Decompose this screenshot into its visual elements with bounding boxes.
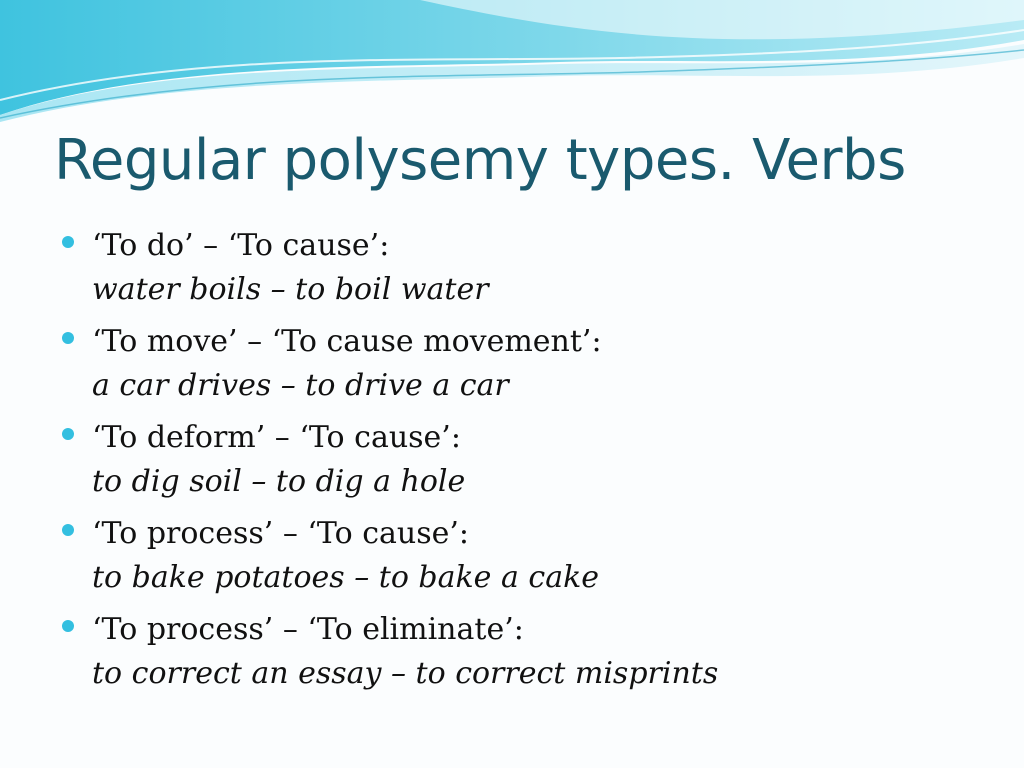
bullet-main-text: ‘To process’ – ‘To cause’: (92, 516, 469, 551)
slide-title: Regular polysemy types. Verbs (54, 128, 906, 193)
bullet-item (62, 512, 1002, 600)
bullet-dot-icon (62, 428, 74, 440)
bullet-main-text: ‘To deform’ – ‘To cause’: (92, 420, 461, 455)
bullet-main-text: ‘To do’ – ‘To cause’: (92, 228, 390, 263)
bullet-item (62, 608, 1002, 696)
bullet-example-text: to bake potatoes – to bake a cake (92, 560, 600, 595)
bullet-main-text: ‘To process’ – ‘To eliminate’: (92, 612, 524, 647)
bullet-example-text: to correct an essay – to correct misprints (92, 656, 719, 691)
bullet-example-text: to dig soil – to dig a hole (92, 464, 466, 499)
header-wave-decoration (0, 0, 1024, 130)
bullet-dot-icon (62, 332, 74, 344)
bullet-list (62, 224, 1002, 704)
bullet-item (62, 320, 1002, 408)
bullet-example-text: water boils – to boil water (92, 272, 489, 307)
bullet-dot-icon (62, 524, 74, 536)
bullet-dot-icon (62, 236, 74, 248)
bullet-item (62, 224, 1002, 312)
bullet-main-text: ‘To move’ – ‘To cause movement’: (92, 324, 602, 359)
bullet-dot-icon (62, 620, 74, 632)
bullet-example-text: a car drives – to drive a car (92, 368, 509, 403)
bullet-item (62, 416, 1002, 504)
